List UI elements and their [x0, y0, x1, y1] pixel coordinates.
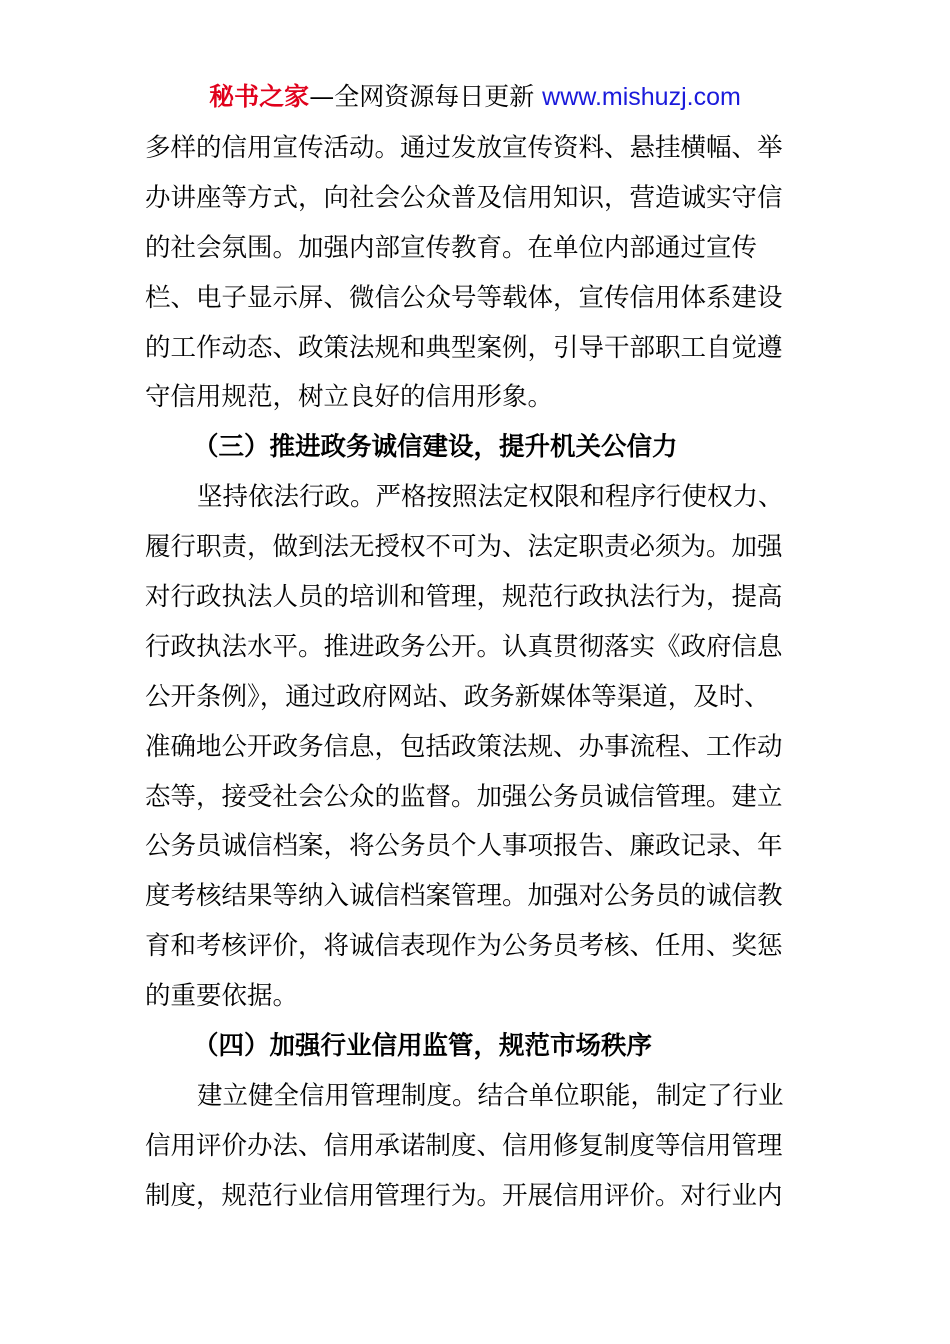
text-line: 度考核结果等纳入诚信档案管理。加强对公务员的诚信教	[145, 881, 783, 912]
text-line: 信用评价办法、信用承诺制度、信用修复制度等信用管理	[145, 1130, 783, 1161]
text-line: 办讲座等方式，向社会公众普及信用知识，营造诚实守信	[145, 182, 783, 213]
text-line: 行政执法水平。推进政务公开。认真贯彻落实《政府信息	[145, 631, 783, 662]
text-line: 多样的信用宣传活动。通过发放宣传资料、悬挂横幅、举	[145, 133, 783, 163]
text-line: 公务员诚信档案，将公务员个人事项报告、廉政记录、年	[145, 831, 783, 862]
page-header	[0, 80, 950, 114]
text-line: 公开条例》，通过政府网站、政务新媒体等渠道，及时、	[145, 681, 770, 712]
text-line: 育和考核评价，将诚信表现作为公务员考核、任用、奖惩	[145, 931, 783, 962]
text-line: 对行政执法人员的培训和管理，规范行政执法行为，提高	[145, 582, 783, 613]
text-line: 栏、电子显示屏、微信公众号等载体，宣传信用体系建设	[145, 282, 783, 313]
text-line: 坚持依法行政。严格按照法定权限和程序行使权力、	[197, 482, 784, 513]
text-line: 的工作动态、政策法规和典型案例，引导干部职工自觉遵	[145, 332, 783, 363]
text-line: 履行职责，做到法无授权不可为、法定职责必须为。加强	[145, 532, 783, 563]
section-heading: （四）加强行业信用监管，规范市场秩序	[193, 1031, 653, 1062]
section-heading: （三）推进政务诚信建设，提升机关公信力	[193, 432, 678, 463]
text-line: 准确地公开政务信息，包括政策法规、办事流程、工作动	[145, 731, 783, 762]
site-slogan: —全网资源每日更新	[309, 82, 535, 111]
document-body	[145, 124, 807, 1222]
text-line: 态等，接受社会公众的监督。加强公务员诚信管理。建立	[145, 781, 783, 812]
text-line: 的重要依据。	[145, 981, 299, 1012]
text-line: 制度，规范行业信用管理行为。开展信用评价。对行业内	[145, 1180, 783, 1211]
text-line: 建立健全信用管理制度。结合单位职能，制定了行业	[197, 1080, 784, 1111]
text-line: 守信用规范，树立良好的信用形象。	[145, 382, 554, 413]
site-brand: 秘书之家	[209, 82, 310, 111]
site-url-link[interactable]: www.mishuzj.com	[542, 83, 741, 111]
text-line: 的社会氛围。加强内部宣传教育。在单位内部通过宣传	[145, 232, 758, 263]
